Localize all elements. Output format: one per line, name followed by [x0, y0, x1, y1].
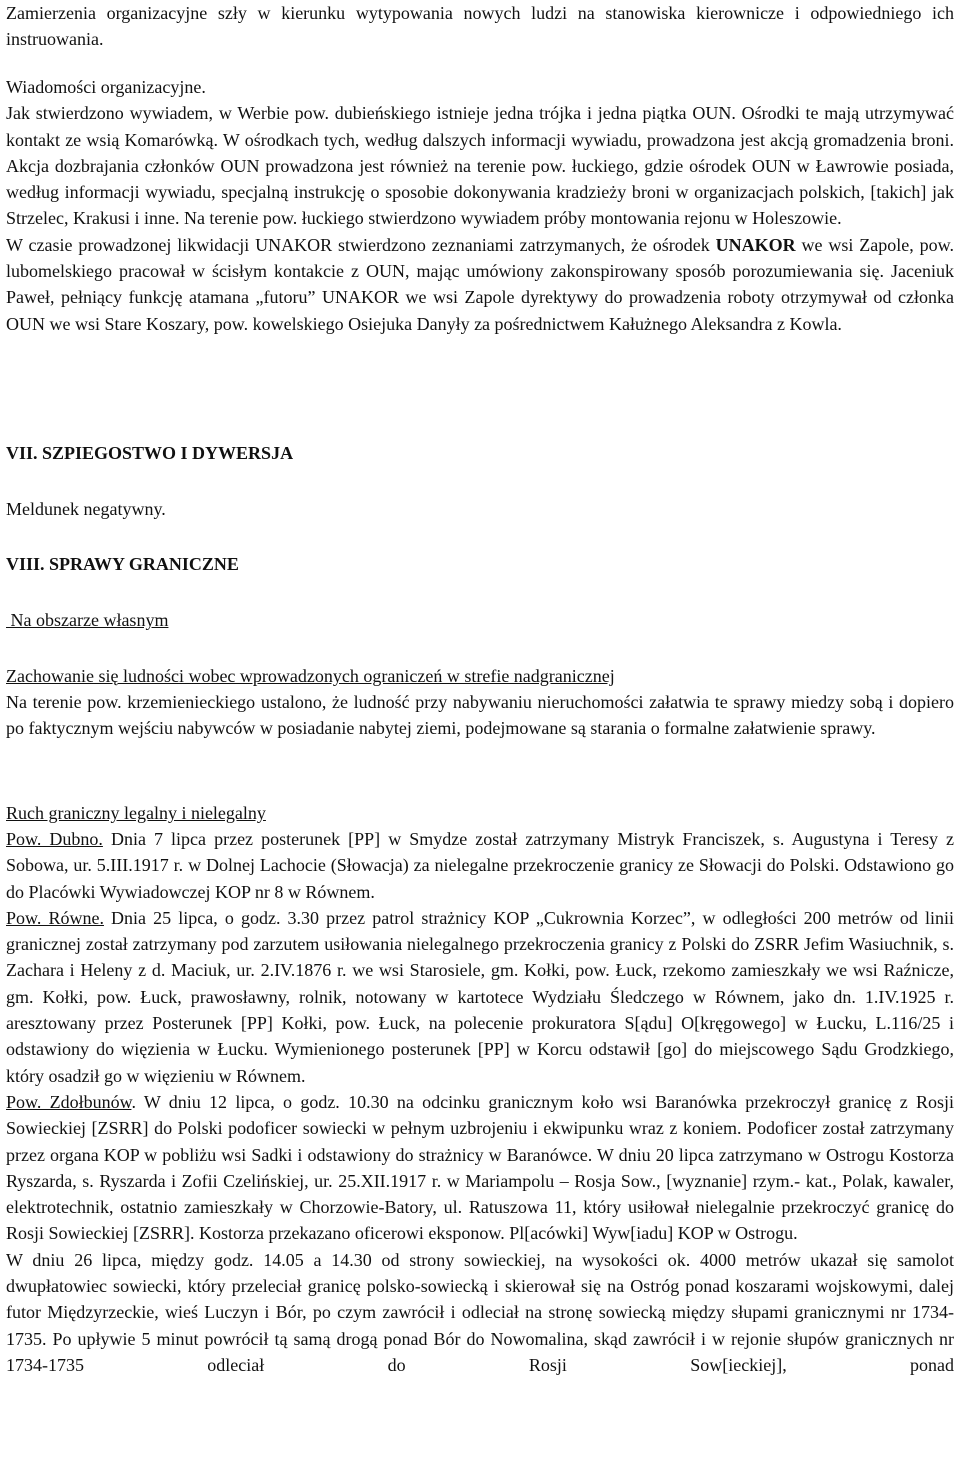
organizational-news — [6, 74, 954, 337]
section-8 — [6, 551, 954, 577]
zdolbunow-paragraph — [6, 1089, 954, 1247]
rowne-label: Pow. Równe. — [6, 907, 104, 928]
dubno-paragraph — [6, 826, 954, 905]
section-7 — [6, 440, 954, 466]
border-traffic-title: Ruch graniczny legalny i nielegalny — [6, 803, 266, 823]
section-8-subtitle-block — [6, 607, 954, 633]
org-news-p2-after: we wsi Zapole, pow. lubomelskiego pracował w ścisłym kontakcie z OUN, mając umówiony zakonspirowany sposób porozumiewania się. Jaceniuk Paweł, pełniący funkcję atamana „futoru” UNAKOR we wsi Zapole dyrektywy do prowadzenia roboty otrzymywał od członka OUN we wsi Stare Koszary, pow. kowelskiego Osiejuka Danyły za pośrednictwem Kałużnego Aleksandra z Kowla. — [6, 234, 954, 334]
population-behavior-title: Zachowanie się ludności wobec wprowadzonych ograniczeń w strefie nadgranicznej — [6, 666, 615, 686]
intro-block — [6, 0, 954, 53]
dubno-text: Dnia 7 lipca przez posterunek [PP] w Smydze został zatrzymany Mistryk Franciszek, s. Augustyna i Teresy z Sobowa, ur. 5.III.1917 r. w Dolnej Lachocie (Słowacja) za nielegalne przekroczenie granicy ze Słowacji do Polski. Odstawiono go do Placówki Wywiadowczej KOP nr 8 w Równem. — [6, 829, 954, 902]
zdolbunow-label: Pow. Zdołbunów — [6, 1091, 132, 1112]
rowne-text: Dnia 25 lipca, o godz. 3.30 przez patrol strażnicy KOP „Cukrownia Korzec”, w odległości 200 metrów od linii granicznej został zatrzymany pod zarzutem usiłowania nielegalnego przekroczenia granicy z Polski do ZSRR Jefim Wasiuchnik, s. Zachara i Heleny z d. Maciuk, ur. 2.IV.1876 r. we wsi Starosiele, gm. Kołki, pow. Łuck, rzekomo zamieszkały we wsi Raźnicze, gm. Kołki, pow. Łuck, prawosławny, rolnik, notowany w kartotece Wydziału Śledczego w Równem, jako dn. 1.IV.1925 r. aresztowany przez Posterunek [PP] Kołki, pow. Łuck, na polecenie prokuratora S[ądu] O[kręgowego] w Łucku, L.116/25 i odstawiony do więzienia w Łucku. Wymienionego posterunek [PP] w Korcu odstawił [go] do miejscowego Sądu Grodzkiego, który osadził go w więzieniu w Równem. — [6, 907, 954, 1086]
population-behavior-block — [6, 663, 954, 742]
org-news-p2-before: W czasie prowadzonej likwidacji UNAKOR stwierdzono zeznaniami zatrzymanych, że ośrodek — [6, 234, 716, 255]
section-8-subtitle: Na obszarze własnym — [6, 610, 169, 630]
population-behavior-text: Na terenie pow. krzemienieckiego ustalono, że ludność przy nabywaniu nieruchomości załatwia te sprawy miedzy sobą i dopiero po faktycznym wejściu nabywców w posiadanie nabytej ziemi, podejmowane są starania o formalne załatwienie sprawy. — [6, 692, 954, 739]
section-7-body — [6, 496, 954, 522]
section-8-title: VIII. SPRAWY GRANICZNE — [6, 554, 239, 574]
zdolbunow-text: . W dniu 12 lipca, o godz. 10.30 na odcinku granicznym koło wsi Baranówka przekroczył granicę z Rosji Sowieckiej [ZSRR] do Polski podoficer sowiecki w pełnym uzbrojeniu i ekwipunku wraz z koniem. Podoficer został zatrzymany przez organa KOP w pobliżu wsi Sadki i odstawiony do strażnicy w Baranówce. W dniu 20 lipca zatrzymano w Ostrogu Kostorza Ryszarda, s. Ryszarda i Zofii Czelińskiej, ur. 25.XII.1917 r. w Mariampolu – Rosja Sow., [wyznanie] rzym.- kat., Polak, kawaler, elektrotechnik, ostatnio zamieszkały w Chorzowie-Batory, ul. Ratuszowa 11, który usiłował nielegalnie przekroczyć granicę do Rosji Sowieckiej [ZSRR]. Kostorza przekazano oficerowi eksponow. Pl[acówki] Wyw[iadu] KOP w Ostrogu. — [6, 1091, 955, 1244]
org-news-title: Wiadomości organizacyjne. — [6, 77, 206, 97]
org-news-p2-bold: UNAKOR — [715, 234, 796, 255]
aircraft-paragraph: W dniu 26 lipca, między godz. 14.05 a 14.30 od strony sowieckiej, na wysokości ok. 4000 metrów ukazał się samolot dwupłatowiec sowiecki, który przeleciał granicę polsko-sowiecką i skierował się na Ostróg ponad koszarami wojskowymi, dalej futor Międzyrzeckie, wieś Luczyn i Bór, po czym zawrócił i odleciał na stronę sowiecką między słupami granicznymi nr 1734-1735. Po upływie 5 minut powrócił tą samą drogą ponad Bór do Nowomalina, skąd zawrócił i w rejonie słupów granicznych nr 1734-1735 odleciał do Rosji Sow[ieckiej], ponad — [6, 1249, 954, 1375]
section-7-title: VII. SZPIEGOSTWO I DYWERSJA — [6, 443, 294, 463]
dubno-label: Pow. Dubno. — [6, 829, 103, 849]
section-7-text: Meldunek negatywny. — [6, 499, 166, 519]
border-traffic-block — [6, 800, 954, 1378]
org-news-paragraph-2 — [6, 232, 954, 337]
rowne-paragraph — [6, 905, 954, 1089]
org-news-paragraph-1: Jak stwierdzono wywiadem, w Werbie pow. dubieńskiego istnieje jedna trójka i jedna piątka OUN. Ośrodki te mają utrzymywać kontakt ze wsią Komarówką. W ośrodkach tych, według dalszych informacji wywiadu, prowadzona jest akcją gromadzenia broni. Akcja dozbrajania członków OUN prowadzona jest również na terenie pow. łuckiego, gdzie ośrodek OUN w Ławrowie posiada, według informacji wywiadu, specjalną instrukcję o sposobie dokonywania kradzieży broni w organizacjach polskich, [takich] jak Strzelec, Krakusi i inne. Na terenie pow. łuckiego stwierdzono wywiadem próby montowania rejonu w Holeszowie. — [6, 103, 954, 229]
intro-paragraph: Zamierzenia organizacyjne szły w kierunku wytypowania nowych ludzi na stanowiska kierownicze i odpowiedniego ich instruowania. — [6, 3, 954, 50]
